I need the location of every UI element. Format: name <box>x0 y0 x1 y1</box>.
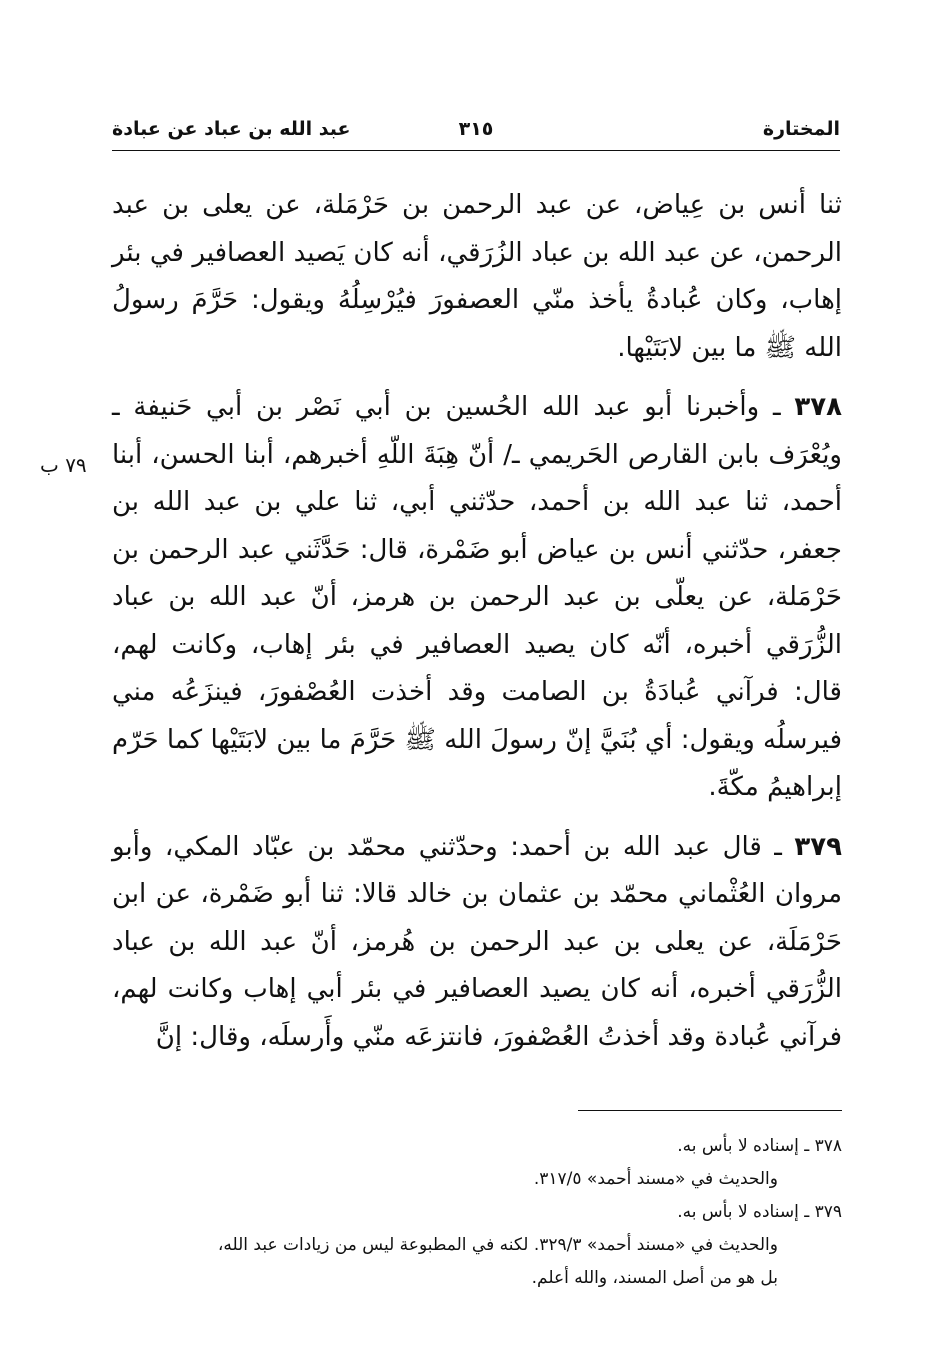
paragraph-text: ـ قال عبد الله بن أحمد: وحدّثني محمّد بن عبّاد المكي، وأبو مروان العُثْماني محمّد بن عثمان بن خالد قالا: ثنا أبو ضَمْرة، عن ابن حَرْمَلَة، عن يعلى بن عبد الرحمن بن هُرمز، أنّ عبد الله بن عباد الزُّرَقي أخبره، أنه كان يصيد العصافير في بئر أبي إهاب وكانت لهم، فرآني عُبادة وقد أخذتُ العُصْفورَ، فانتزعَه منّي وأَرسلَه، وقال: إنَّ <box>112 831 842 1052</box>
page-number: ٣١٥ <box>458 118 494 140</box>
paragraph-text: ثنا أنس بن عِياض، عن عبد الرحمن بن حَرْمَلة، عن يعلى بن عبد الرحمن، عن عبد الله بن عباد الزُرَقي، أنه كان يَصيد العصافير في بئر إهاب، وكان عُبادةُ يأخذ منّي العصفورَ فيُرْسِلُهُ ويقول: حَرَّمَ رسولُ الله ﷺ ما بين لابَتَيْها. <box>112 190 842 363</box>
footnote-line: بل هو من أصل المسند، والله أعلم. <box>531 1268 778 1288</box>
footnote-line: والحديث في «مسند أحمد» ٣٢٩/٣. لكنه في المطبوعة ليس من زيادات عبد الله، <box>217 1235 778 1255</box>
paragraph <box>112 824 842 1062</box>
paragraph-text: ـ وأخبرنا أبو عبد الله الحُسين بن أبي نَصْر بن أبي حَنيفة ـ ويُعْرَف بابن القارص الحَريمي ـ/ أنّ هِبَةَ اللّهِ أخبرهم، أبنا الحسن، أبنا أحمد، ثنا عبد الله بن أحمد، حدّثني أبي، ثنا علي بن عبد الله بن جعفر، حدّثني أنس بن عياض أبو ضَمْرة، قال: حَدَّثَني عبد الرحمن بن حَرْمَلة، عن يعلّى بن عبد الرحمن بن هرمز، أنّ عبد الله بن عباد الزُّرَقي أخبره، أنّه كان يصيد العصافير في بئر إهاب، وكانت لهم، قال: فرآني عُبادَةُ بن الصامت وقد أخذت العُصْفورَ، فينزَعُه مني فيرسلُه ويقول: أي بُنَيَّ إنّ رسولَ الله ﷺ حَرَّمَ ما بين لابَتَيْها كما حَرّم إبراهيمُ مكّةَ. <box>112 392 842 802</box>
footnote-line: ٣٧٨ ـ إسناده لا بأس به. <box>677 1136 842 1156</box>
chapter-title: عبد الله بن عباد عن عبادة <box>112 118 351 140</box>
paragraph <box>112 182 842 372</box>
footnote-divider <box>578 1110 842 1111</box>
footnote-line: ٣٧٩ ـ إسناده لا بأس به. <box>677 1202 842 1222</box>
footnote-line: والحديث في «مسند أحمد» ٣١٧/٥. <box>533 1169 778 1189</box>
running-header <box>112 116 840 150</box>
header-divider <box>112 150 840 151</box>
folio-margin-note: ٧٩ ب <box>40 453 87 477</box>
paragraph <box>112 384 842 812</box>
main-text <box>112 182 842 1061</box>
footnotes <box>112 1130 842 1295</box>
hadith-number: ٣٧٩ <box>794 831 842 862</box>
book-title: المختارة <box>762 118 840 140</box>
hadith-number: ٣٧٨ <box>794 392 843 422</box>
